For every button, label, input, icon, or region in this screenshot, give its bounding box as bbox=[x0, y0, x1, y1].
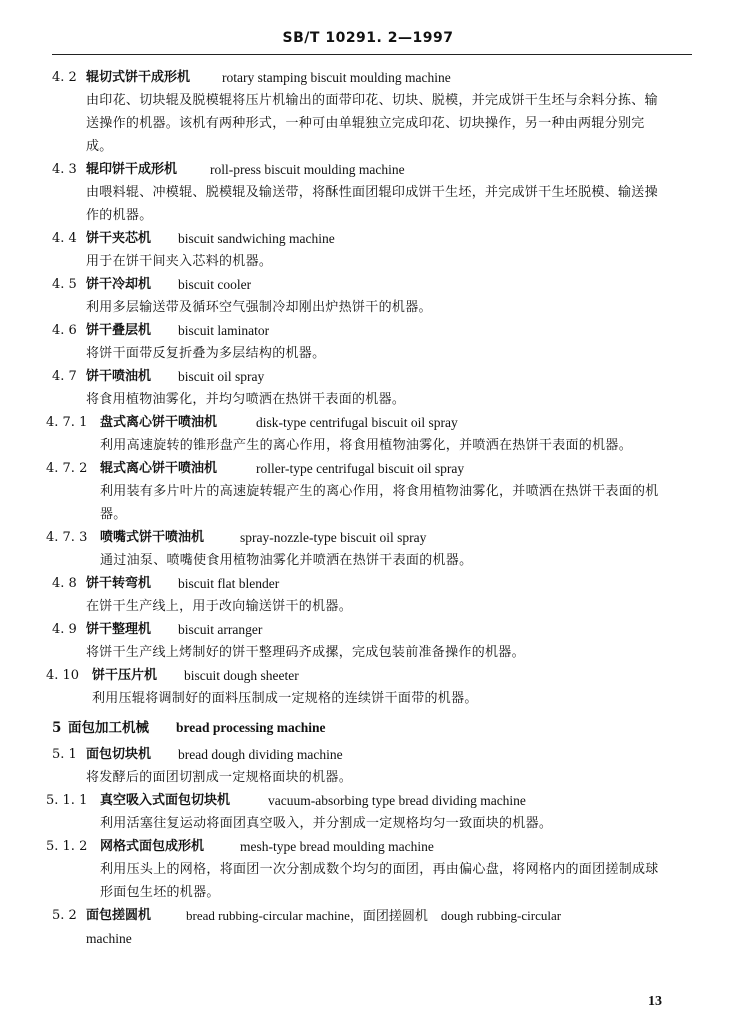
entry-definition: 由喂料辊、冲模辊、脱模辊及输送带，将酥性面团辊印成饼干生坯，并完成饼干生坯脱模、输送操作的机器。 bbox=[86, 185, 658, 223]
term-english: rotary stamping biscuit moulding machine bbox=[222, 70, 451, 85]
term-english: biscuit cooler bbox=[178, 277, 252, 292]
header-rule bbox=[52, 54, 692, 55]
entry-number: 4. 7 bbox=[52, 369, 77, 384]
term-chinese: 饼干压片机 bbox=[92, 668, 158, 683]
term-chinese: 喷嘴式饼干喷油机 bbox=[100, 530, 205, 545]
term-chinese: 饼干整理机 bbox=[86, 622, 152, 637]
term-chinese: 辊印饼干成形机 bbox=[86, 162, 178, 177]
entry-4-10 bbox=[0, 664, 736, 710]
entry-definition: 利用压头上的网格，将面团一次分割成数个均匀的面团，再由偏心盘，将网格内的面团搓制成球形面包生坯的机器。 bbox=[100, 862, 659, 900]
term-chinese: 真空吸入式面包切块机 bbox=[100, 793, 231, 808]
term-chinese: 盘式离心饼干喷油机 bbox=[100, 415, 218, 430]
section-title-english: bread processing machine bbox=[176, 720, 326, 735]
entry-4-8 bbox=[0, 572, 736, 618]
entry-4-7-3 bbox=[0, 526, 736, 572]
term-english: spray-nozzle-type biscuit oil spray bbox=[240, 530, 427, 545]
entry-4-2 bbox=[0, 66, 736, 158]
entry-number: 5. 2 bbox=[52, 908, 77, 923]
term-chinese: 面包搓圆机 bbox=[86, 908, 152, 923]
entry-number: 4. 4 bbox=[52, 231, 77, 246]
term-english: biscuit flat blender bbox=[178, 576, 280, 591]
entry-definition: 利用压辊将调制好的面料压制成一定规格的连续饼干面带的机器。 bbox=[92, 691, 478, 706]
entry-5-1-2 bbox=[0, 835, 736, 904]
entry-definition: 将发酵后的面团切割成一定规格面块的机器。 bbox=[86, 770, 353, 785]
entry-5-1 bbox=[0, 743, 736, 789]
entry-4-7-1 bbox=[0, 411, 736, 457]
standard-code-header: SB/T 10291. 2—1997 bbox=[282, 30, 454, 46]
entry-4-6 bbox=[0, 319, 736, 365]
entry-definition: 将饼干生产线上烤制好的饼干整理码齐成摞，完成包装前准备操作的机器。 bbox=[86, 645, 525, 660]
term-chinese: 饼干夹芯机 bbox=[86, 231, 152, 246]
entry-number: 4. 7. 1 bbox=[46, 415, 88, 430]
entry-definition: 由印花、切块辊及脱模辊将压片机输出的面带印花、切块、脱模，并完成饼干生坯与余料分拣、输送操作的机器。该机有两种形式，一种可由单辊独立完成印花、切块操作，另一种由两辊分别完成。 bbox=[86, 93, 658, 154]
entry-definition: 用于在饼干间夹入芯料的机器。 bbox=[86, 254, 273, 269]
term-english: vacuum-absorbing type bread dividing machine bbox=[268, 793, 526, 808]
term-english: biscuit laminator bbox=[178, 323, 270, 338]
term-chinese: 饼干喷油机 bbox=[86, 369, 152, 384]
term-english: bread dough dividing machine bbox=[178, 747, 343, 762]
term-english: biscuit oil spray bbox=[178, 369, 265, 384]
entry-definition: 利用活塞往复运动将面团真空吸入，并分割成一定规格均匀一致面块的机器。 bbox=[100, 816, 553, 831]
entry-number: 4. 5 bbox=[52, 277, 77, 292]
entry-number: 4. 7. 2 bbox=[46, 461, 88, 476]
section-title-chinese: 面包加工机械 bbox=[68, 720, 149, 736]
entry-number: 5. 1 bbox=[52, 747, 77, 762]
entry-5-2 bbox=[0, 904, 736, 950]
term-english: biscuit arranger bbox=[178, 622, 263, 637]
term-english: roller-type centrifugal biscuit oil spray bbox=[256, 461, 465, 476]
entry-4-7-2 bbox=[0, 457, 736, 526]
entry-number: 4. 2 bbox=[52, 70, 77, 85]
term-english: biscuit dough sheeter bbox=[184, 668, 299, 683]
entry-definition: 利用多层输送带及循环空气强制冷却刚出炉热饼干的机器。 bbox=[86, 300, 432, 315]
entry-4-5 bbox=[0, 273, 736, 319]
term-chinese: 辊式离心饼干喷油机 bbox=[100, 461, 218, 476]
term-chinese: 饼干叠层机 bbox=[86, 323, 152, 338]
entry-4-4 bbox=[0, 227, 736, 273]
entry-definition: 利用高速旋转的锥形盘产生的离心作用，将食用植物油雾化，并喷洒在热饼干表面的机器。 bbox=[100, 438, 633, 453]
entry-number: 4. 6 bbox=[52, 323, 77, 338]
entry-definition: 将饼干面带反复折叠为多层结构的机器。 bbox=[86, 346, 326, 361]
entry-4-3 bbox=[0, 158, 736, 227]
entry-number: 4. 3 bbox=[52, 162, 77, 177]
section-5-heading bbox=[0, 713, 736, 743]
entry-number: 4. 8 bbox=[52, 576, 77, 591]
term-chinese: 辊切式饼干成形机 bbox=[86, 70, 191, 85]
entry-4-9 bbox=[0, 618, 736, 664]
term-english: biscuit sandwiching machine bbox=[178, 231, 335, 246]
entry-definition: 将食用植物油雾化，并均匀喷洒在热饼干表面的机器。 bbox=[86, 392, 406, 407]
term-english: disk-type centrifugal biscuit oil spray bbox=[256, 415, 458, 430]
entry-5-1-1 bbox=[0, 789, 736, 835]
entry-definition: 利用装有多片叶片的高速旋转辊产生的离心作用，将食用植物油雾化，并喷洒在热饼干表面的机器。 bbox=[100, 484, 659, 522]
term-chinese: 面包切块机 bbox=[86, 747, 152, 762]
entry-number: 5. 1. 2 bbox=[46, 839, 88, 854]
term-chinese: 饼干冷却机 bbox=[86, 277, 152, 292]
entry-number: 5. 1. 1 bbox=[46, 793, 88, 808]
term-english: bread rubbing-circular machine，面团搓圆机 dough rubbing-circular bbox=[186, 908, 562, 923]
term-english: mesh-type bread moulding machine bbox=[240, 839, 434, 854]
term-english-continued: machine bbox=[86, 931, 132, 946]
entry-definition: 在饼干生产线上，用于改向输送饼干的机器。 bbox=[86, 599, 353, 614]
section-number: 5 bbox=[52, 720, 62, 736]
entry-number: 4. 7. 3 bbox=[46, 530, 88, 545]
entry-number: 4. 10 bbox=[46, 668, 80, 683]
entry-4-7 bbox=[0, 365, 736, 411]
entry-number: 4. 9 bbox=[52, 622, 77, 637]
term-chinese: 网格式面包成形机 bbox=[100, 839, 205, 854]
page-number: 13 bbox=[648, 994, 662, 1009]
entry-definition: 通过油泵、喷嘴使食用植物油雾化并喷洒在热饼干表面的机器。 bbox=[100, 553, 473, 568]
content bbox=[0, 66, 736, 950]
term-chinese: 饼干转弯机 bbox=[86, 576, 152, 591]
term-english: roll-press biscuit moulding machine bbox=[210, 162, 405, 177]
